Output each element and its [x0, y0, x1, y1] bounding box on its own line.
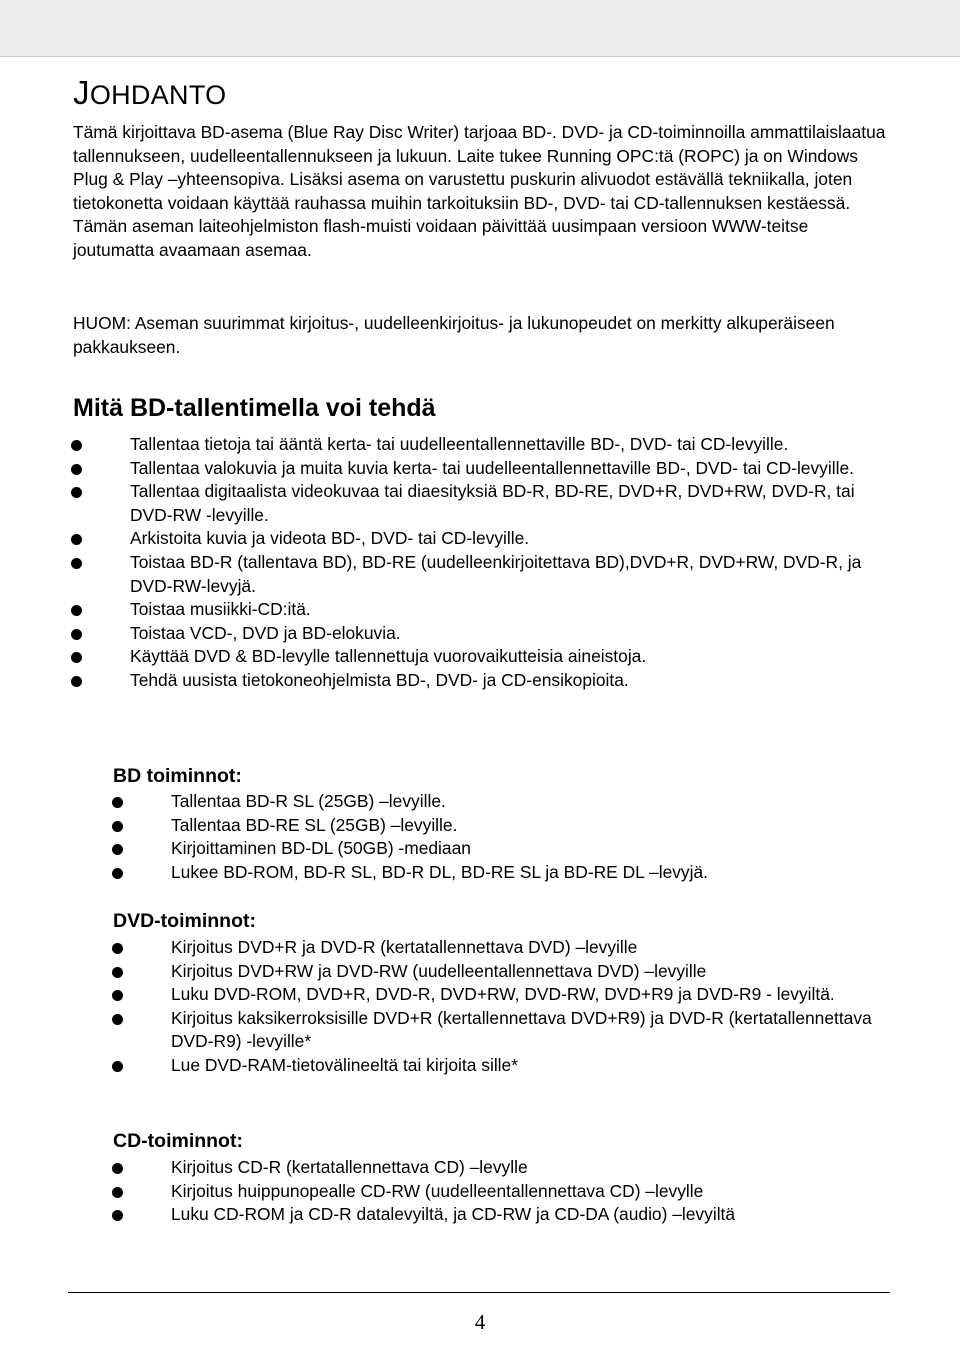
- list-item: [171, 960, 891, 984]
- list-item: [130, 457, 890, 481]
- bullet-icon: [71, 440, 82, 451]
- bullet-icon: [71, 464, 82, 475]
- bullet-icon: [112, 1163, 123, 1174]
- intro-paragraph: Tämä kirjoittava BD-asema (Blue Ray Disc Writer) tarjoaa BD-. DVD- ja CD-toiminnoilla ammattilaislaatua tallennukseen, uudelleentallennukseen ja lukuun. Laite tukee Running OPC:tä (ROPC) ja on Windows Plug & Play –yhteensopiva. Lisäksi asema on varustettu puskurin alivuodot estävällä tekniikalla, joten tietokonetta voidaan käyttää rauhassa muihin tarkoituksiin BD-, DVD- tai CD-tallennuksen kestäessä. Tämän aseman laiteohjelmiston flash-muisti voidaan päivittää uusimpaan versioon WWW-teitse joutumatta avaamaan asemaa.: [73, 122, 886, 260]
- bullet-icon: [112, 1014, 123, 1025]
- list-item: [171, 837, 891, 861]
- top-band: [0, 0, 960, 57]
- bullet-icon: [112, 1210, 123, 1221]
- list-item: [171, 1007, 891, 1054]
- bd-heading: BD toiminnot:: [113, 765, 242, 787]
- page-title: [73, 76, 226, 112]
- list-item-text: Toistaa musiikki-CD:itä.: [130, 599, 311, 620]
- list-item-text: Tallentaa tietoja tai ääntä kerta- tai uudelleentallennettaville BD-, DVD- tai CD-levyille.: [130, 434, 789, 454]
- list-item-text: Kirjoitus DVD+RW ja DVD-RW (uudelleentallennettava DVD) –levyille: [171, 960, 707, 981]
- list-item-text: Arkistoita kuvia ja videota BD-, DVD- tai CD-levyille.: [130, 528, 530, 549]
- list-item-text: Lukee BD-ROM, BD-R SL, BD-R DL, BD-RE SL ja BD-RE DL –levyjä.: [171, 861, 708, 882]
- footer-divider: [68, 1292, 890, 1293]
- list-item: [130, 622, 890, 646]
- list-item: [130, 480, 890, 527]
- bullet-icon: [112, 868, 123, 879]
- list-item-text: Käyttää DVD & BD-levylle tallennettuja vuorovaikutteisia aineistoja.: [130, 646, 647, 667]
- cd-functions-list: [171, 1156, 891, 1227]
- list-item-text: Tehdä uusista tietokoneohjelmista BD-, DVD- ja CD-ensikopioita.: [130, 669, 629, 690]
- list-item-text: Luku DVD-ROM, DVD+R, DVD-R, DVD+RW, DVD-RW, DVD+R9 ja DVD-R9 - levyiltä.: [171, 984, 835, 1005]
- list-item: [171, 1203, 891, 1227]
- list-item: [171, 1156, 891, 1180]
- bullet-icon: [112, 821, 123, 832]
- bullet-icon: [112, 797, 123, 808]
- list-item: [171, 814, 891, 838]
- list-item: [130, 669, 890, 693]
- list-item: [130, 433, 890, 457]
- list-item: [171, 1054, 891, 1078]
- bullet-icon: [112, 1187, 123, 1198]
- title-rest: OHDANTO: [89, 80, 227, 110]
- list-item-text: Toistaa BD-R (tallentava BD), BD-RE (uudelleenkirjoitettava BD),DVD+R, DVD+RW, DVD-R, ja DVD-RW-levyjä.: [130, 551, 862, 596]
- bullet-icon: [71, 487, 82, 498]
- page-number: 4: [474, 1310, 486, 1334]
- bullet-icon: [71, 534, 82, 545]
- list-item-text: Luku CD-ROM ja CD-R datalevyiltä, ja CD-RW ja CD-DA (audio) –levyiltä: [171, 1204, 736, 1225]
- list-item-text: Tallentaa valokuvia ja muita kuvia kerta- tai uudelleentallennettaville BD-, DVD- tai CD-levyille.: [130, 457, 854, 478]
- cd-heading: CD-toiminnot:: [113, 1130, 243, 1152]
- bullet-icon: [71, 652, 82, 663]
- list-item: [130, 551, 890, 598]
- list-item: [171, 936, 891, 960]
- bullet-icon: [71, 629, 82, 640]
- list-item: [130, 527, 890, 551]
- bullet-icon: [71, 605, 82, 616]
- bullet-icon: [112, 943, 123, 954]
- list-item-text: Kirjoitus kaksikerroksisille DVD+R (kertallennettava DVD+R9) ja DVD-R (kertatallennettava DVD-R9) -levyille*: [171, 1007, 872, 1052]
- list-item: [130, 598, 890, 622]
- bd-functions-list: [171, 790, 891, 884]
- list-item-text: Kirjoittaminen BD-DL (50GB) -mediaan: [171, 838, 471, 859]
- list-item-text: Kirjoitus DVD+R ja DVD-R (kertatallennettava DVD) –levyille: [171, 937, 638, 957]
- section-heading: Mitä BD-tallentimella voi tehdä: [73, 394, 436, 422]
- bullet-icon: [112, 844, 123, 855]
- bullet-icon: [71, 676, 82, 687]
- title-initial: J: [73, 74, 90, 111]
- list-item-text: Tallentaa BD-R SL (25GB) –levyille.: [171, 791, 446, 811]
- bullet-icon: [112, 1061, 123, 1072]
- list-item-text: Kirjoitus huippunopealle CD-RW (uudelleentallennettava CD) –levylle: [171, 1180, 704, 1201]
- bullet-icon: [112, 990, 123, 1001]
- list-item: [130, 645, 890, 669]
- bullet-icon: [112, 967, 123, 978]
- list-item-text: Lue DVD-RAM-tietovälineeltä tai kirjoita sille*: [171, 1054, 518, 1075]
- list-item-text: Tallentaa digitaalista videokuvaa tai diaesityksiä BD-R, BD-RE, DVD+R, DVD+RW, DVD-R, tai DVD-RW -levyille.: [130, 481, 855, 525]
- list-item: [171, 861, 891, 885]
- list-item: [171, 1180, 891, 1204]
- list-item-text: Tallentaa BD-RE SL (25GB) –levyille.: [171, 814, 458, 835]
- list-item: [171, 790, 891, 814]
- dvd-functions-list: [171, 936, 891, 1078]
- list-item-text: Kirjoitus CD-R (kertatallennettava CD) –levylle: [171, 1157, 528, 1177]
- capabilities-list: [130, 433, 890, 693]
- list-item: [171, 983, 891, 1007]
- dvd-heading: DVD-toiminnot:: [113, 910, 256, 932]
- note-paragraph: HUOM: Aseman suurimmat kirjoitus-, uudelleenkirjoitus- ja lukunopeudet on merkitty alkuperäiseen pakkaukseen.: [73, 313, 835, 357]
- list-item-text: Toistaa VCD-, DVD ja BD-elokuvia.: [130, 622, 401, 643]
- bullet-icon: [71, 558, 82, 569]
